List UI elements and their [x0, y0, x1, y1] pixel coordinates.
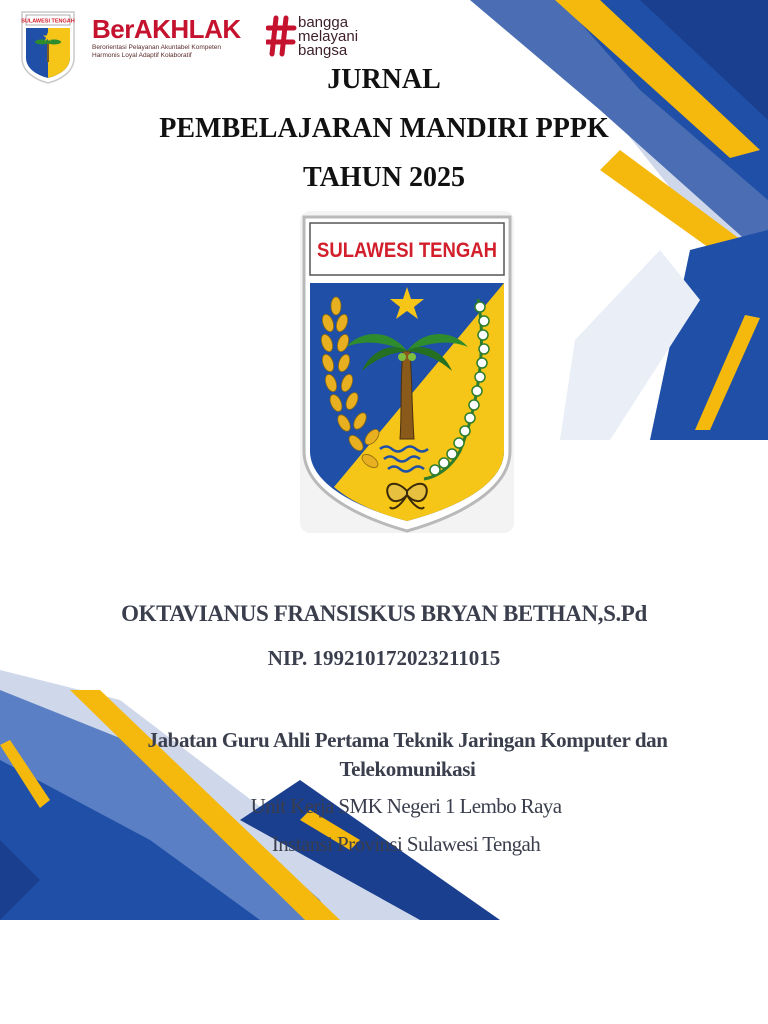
title-line-2: PEMBELAJARAN MANDIRI PPPK	[159, 113, 609, 144]
slogan-text	[298, 16, 358, 58]
berakhlak-subtitle-1: Berorientasi Pelayanan Akuntabel Kompeten	[92, 44, 222, 51]
title-line-3: TAHUN 2025	[302, 162, 466, 193]
person-nip: NIP. 199210172023211015	[267, 646, 501, 670]
crest-banner-text: SULAWESI TENGAH	[317, 239, 497, 262]
person-jabatan: Jabatan Guru Ahli Pertama Teknik Jaringan Komputer dan Telekomunikasi	[147, 728, 668, 781]
slogan-line-3: bangsa	[298, 42, 348, 59]
berakhlak-title: BerAKHLAK	[92, 14, 241, 44]
sulawesi-tengah-crest-icon	[300, 211, 514, 533]
bangga-melayani-logo	[266, 14, 359, 63]
person-unit: Unit Kerja SMK Negeri 1 Lembo Raya	[250, 794, 562, 818]
crest-emblem	[300, 211, 514, 533]
small-crest-label: SULAWESI TENGAH	[21, 18, 75, 25]
hashtag-icon	[266, 14, 298, 58]
title-line-1: JURNAL	[327, 64, 441, 95]
berakhlak-subtitle-2: Harmonis Loyal Adaptif Kolaboratif	[92, 52, 192, 59]
slogan-line-2: melayani	[298, 28, 359, 45]
berakhlak-logo	[92, 14, 262, 60]
person-instansi: Instansi Provinsi Sulawesi Tengah	[271, 832, 541, 856]
slogan-line-1: bangga	[298, 14, 349, 31]
person-name: OKTAVIANUS FRANSISKUS BRYAN BETHAN,S.Pd	[121, 601, 647, 626]
